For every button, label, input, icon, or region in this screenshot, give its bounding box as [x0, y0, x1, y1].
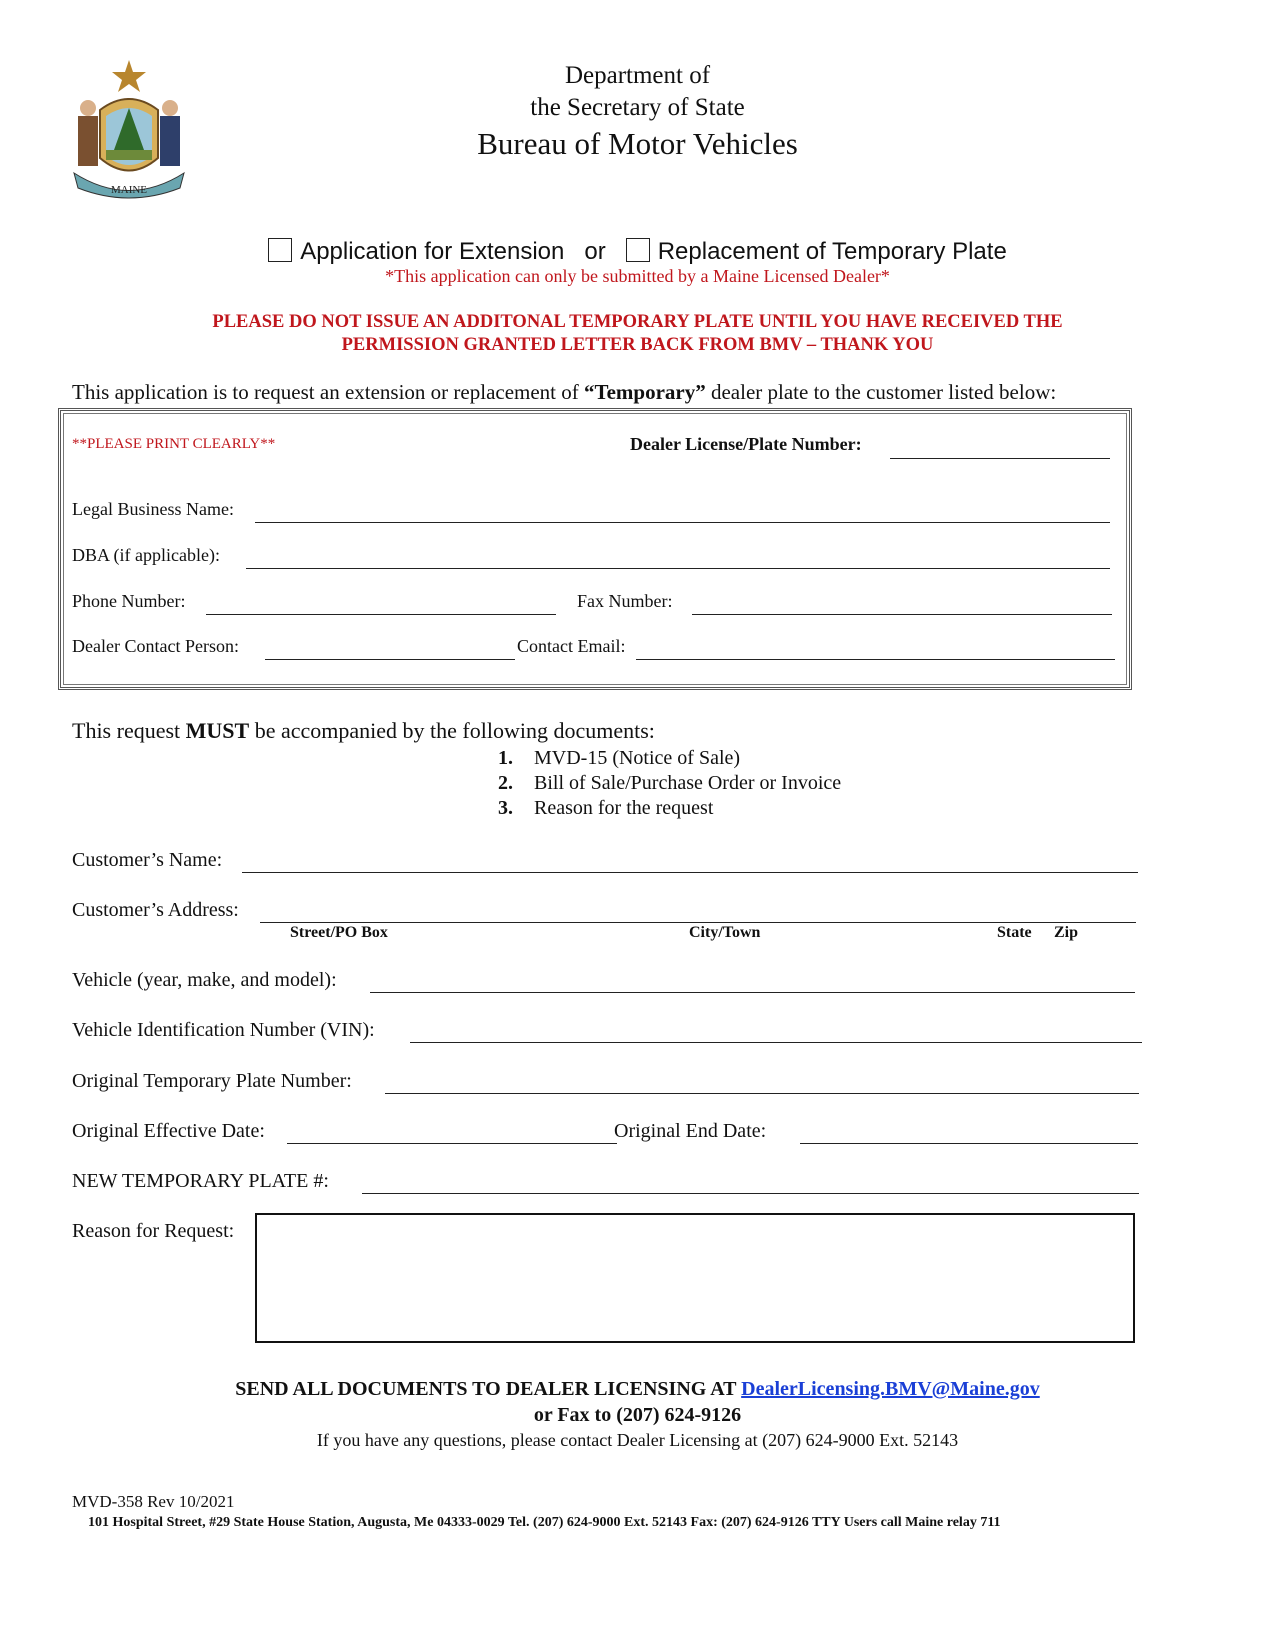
vin-label: Vehicle Identification Number (VIN): [72, 1019, 375, 1041]
customer-name-input[interactable] [242, 852, 1138, 873]
customer-name-label: Customer’s Name: [72, 849, 223, 871]
zip-caption: Zip [1054, 924, 1079, 941]
print-clearly-note: **PLEASE PRINT CLEARLY** [72, 436, 276, 452]
document-item: 1. MVD-15 (Notice of Sale) [498, 747, 741, 769]
extension-checkbox[interactable] [268, 238, 292, 262]
customer-address-input[interactable] [260, 902, 1136, 923]
phone-input[interactable] [206, 594, 556, 615]
contact-person-label: Dealer Contact Person: [72, 636, 239, 656]
effective-date-label: Original Effective Date: [72, 1120, 265, 1142]
dealer-licensing-email-link[interactable]: DealerLicensing.BMV@Maine.gov [741, 1378, 1040, 1400]
contact-email-label: Contact Email: [517, 636, 626, 656]
bureau-title: Bureau of Motor Vehicles [477, 126, 798, 161]
dealer-license-label: Dealer License/Plate Number: [630, 434, 862, 454]
fax-instructions: or Fax to (207) 624-9126 [533, 1404, 742, 1426]
customer-address-label: Customer’s Address: [72, 899, 239, 921]
svg-text:MAINE: MAINE [110, 184, 148, 196]
dealer-license-input[interactable] [890, 438, 1110, 459]
dept-line1: Department of [564, 62, 711, 89]
dealer-only-note: *This application can only be submitted by a Maine Licensed Dealer* [385, 266, 890, 286]
dba-input[interactable] [246, 548, 1110, 569]
or-label: or [584, 238, 606, 265]
replacement-label: Replacement of Temporary Plate [657, 238, 1007, 265]
phone-label: Phone Number: [72, 591, 186, 611]
vehicle-label: Vehicle (year, make, and model): [72, 969, 337, 991]
documents-list [498, 746, 841, 821]
reason-label: Reason for Request: [72, 1220, 235, 1242]
application-type-options [0, 238, 1275, 266]
intro-text: This application is to request an extension or replacement of “Temporary” dealer plate to the customer listed below: [72, 380, 1057, 404]
end-date-label: Original End Date: [614, 1120, 767, 1142]
city-caption: City/Town [689, 924, 761, 941]
questions-contact: If you have any questions, please contact Dealer Licensing at (207) 624-9000 Ext. 52143 [316, 1430, 959, 1450]
vehicle-input[interactable] [370, 972, 1135, 993]
footer-address: 101 Hospital Street, #29 State House Station, Augusta, Me 04333-0029 Tel. (207) 624-9000 Ext. 52143 Fax: (207) 624-9126 TTY Users call Maine relay 711 [88, 1515, 1001, 1530]
new-plate-label: NEW TEMPORARY PLATE #: [72, 1170, 329, 1192]
orig-plate-label: Original Temporary Plate Number: [72, 1070, 352, 1092]
send-instructions: SEND ALL DOCUMENTS TO DEALER LICENSING AT DealerLicensing.BMV@Maine.gov [235, 1378, 1040, 1400]
state-caption: State [997, 924, 1032, 941]
document-item: 3. Reason for the request [498, 797, 714, 819]
vin-input[interactable] [410, 1022, 1142, 1043]
orig-plate-input[interactable] [385, 1073, 1139, 1094]
extension-label: Application for Extension [300, 238, 565, 265]
reason-textarea[interactable] [255, 1213, 1135, 1343]
legal-name-input[interactable] [255, 502, 1110, 523]
street-caption: Street/PO Box [290, 924, 388, 941]
form-number: MVD-358 Rev 10/2021 [72, 1492, 235, 1511]
contact-email-input[interactable] [636, 639, 1115, 660]
effective-date-input[interactable] [287, 1123, 617, 1144]
dba-label: DBA (if applicable): [72, 545, 220, 565]
documents-heading: This request MUST be accompanied by the following documents: [72, 718, 655, 743]
new-plate-input[interactable] [362, 1173, 1139, 1194]
contact-person-input[interactable] [265, 639, 515, 660]
warning-line1: PLEASE DO NOT ISSUE AN ADDITONAL TEMPORARY PLATE UNTIL YOU HAVE RECEIVED THE [212, 312, 1063, 332]
document-item: 2. Bill of Sale/Purchase Order or Invoice [498, 772, 842, 794]
fax-label: Fax Number: [577, 591, 673, 611]
fax-input[interactable] [692, 594, 1112, 615]
legal-name-label: Legal Business Name: [72, 499, 234, 519]
warning-line2: PERMISSION GRANTED LETTER BACK FROM BMV – THANK YOU [341, 335, 934, 355]
replacement-checkbox[interactable] [626, 238, 650, 262]
end-date-input[interactable] [800, 1123, 1138, 1144]
dept-line2: the Secretary of State [530, 94, 745, 121]
